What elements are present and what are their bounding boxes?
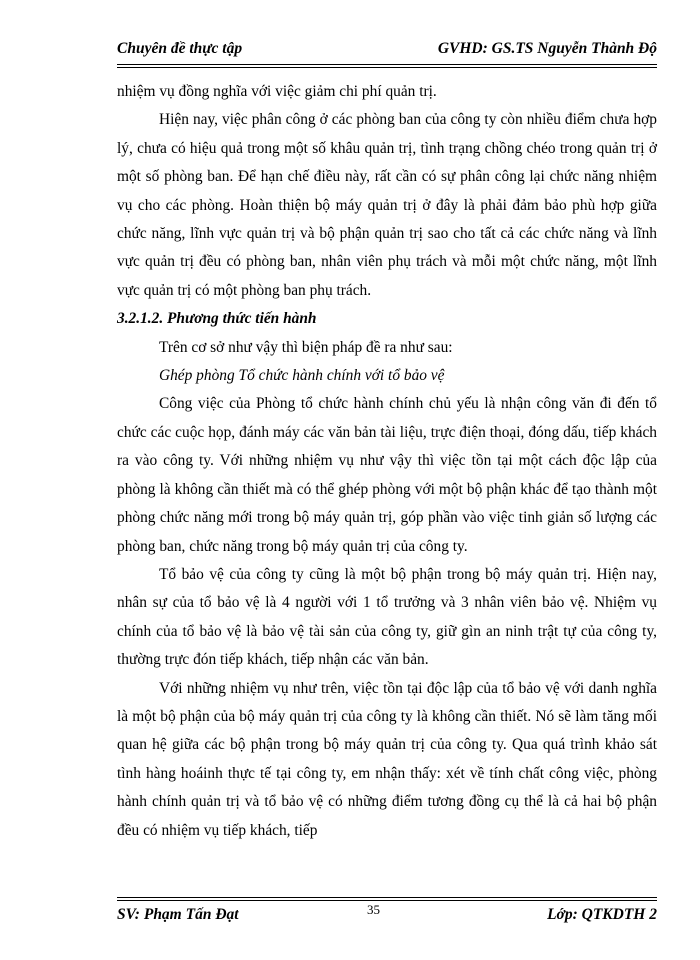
paragraph-5: Tổ bảo vệ của công ty cũng là một bộ phận trong bộ máy quản trị. Hiện nay, nhân sự của tổ bảo vệ là 4 người với 1 tổ trưởng và 3 nhân viên bảo vệ. Nhiệm vụ chính của tổ bảo vệ là bảo vệ tài sản của công ty, giữ gìn an ninh trật tự của công ty, thường trực đón tiếp khách, tiếp nhận các văn bản.: [117, 565, 657, 669]
footer-rule-thin: [117, 897, 657, 898]
document-body: [117, 78, 657, 845]
footer-class: Lớp: QTKDTH 2: [547, 906, 657, 923]
paragraph-1: nhiệm vụ đồng nghĩa với việc giảm chi phí quản trị.: [117, 83, 437, 100]
paragraph-3: Trên cơ sở như vậy thì biện pháp đề ra như sau:: [159, 338, 453, 356]
page-header: [117, 40, 657, 62]
header-advisor: GVHD: GS.TS Nguyễn Thành Độ: [437, 40, 657, 57]
header-rule-thin: [117, 67, 657, 68]
paragraph-4: Công việc của Phòng tổ chức hành chính chủ yếu là nhận công văn đi đến tổ chức các cuộc họp, đánh máy các văn bản tài liệu, trực điện thoại, đóng dấu, tiếp khách ra vào công ty. Với những nhiệm vụ như vậy thì việc tồn tại một cách độc lập của phòng là không cần thiết mà có thể ghép phòng với một bộ phận khác để tạo thành một phòng chức năng mới trong bộ máy quản trị, góp phần vào việc tinh giản số lượng các phòng ban, chức năng trong bộ máy quản trị của công ty.: [117, 395, 657, 555]
header-document-title: Chuyên đề thực tập: [117, 40, 243, 57]
paragraph-6: Với những nhiệm vụ như trên, việc tồn tại độc lập của tổ bảo vệ với danh nghĩa là một bộ phận của bộ máy quản trị của công ty là không cần thiết. Nó sẽ làm tăng mối quan hệ giữa các bộ phận trong bộ máy quản trị của công ty. Qua quá trình khảo sát tình hàng hoáinh thực tế tại công ty, em nhận thấy: xét về tính chất công việc, phòng hành chính quản trị và tổ bảo vệ có những điểm tương đồng cụ thể là cả hai bộ phận đều có nhiệm vụ tiếp khách, tiếp: [117, 679, 657, 839]
header-rule: [117, 64, 657, 65]
section-heading: 3.2.1.2. Phương thức tiến hành: [117, 310, 317, 328]
footer-student: SV: Phạm Tấn Đạt: [117, 906, 239, 923]
subheading: Ghép phòng Tổ chức hành chính với tổ bảo vệ: [159, 367, 445, 385]
paragraph-2: Hiện nay, việc phân công ở các phòng ban của công ty còn nhiều điểm chưa hợp lý, chưa có hiệu quả trong một số khâu quản trị, tình trạng chồng chéo trong quản trị ở một số phòng ban. Để hạn chế điều này, rất cần có sự phân công lại chức năng nhiệm vụ cho các phòng. Hoàn thiện bộ máy quản trị ở đây là phải đảm bảo phù hợp giữa chức năng, lĩnh vực quản trị và bộ phận quản trị sao cho tất cả các chức năng và lĩnh vực quản trị đều có phòng ban, nhân viên phụ trách và mỗi một chức năng, một lĩnh vực quản trị có một phòng ban phụ trách.: [117, 111, 657, 299]
page-footer: [117, 904, 657, 926]
footer-rule: [117, 900, 657, 901]
page-number: 35: [367, 902, 380, 917]
